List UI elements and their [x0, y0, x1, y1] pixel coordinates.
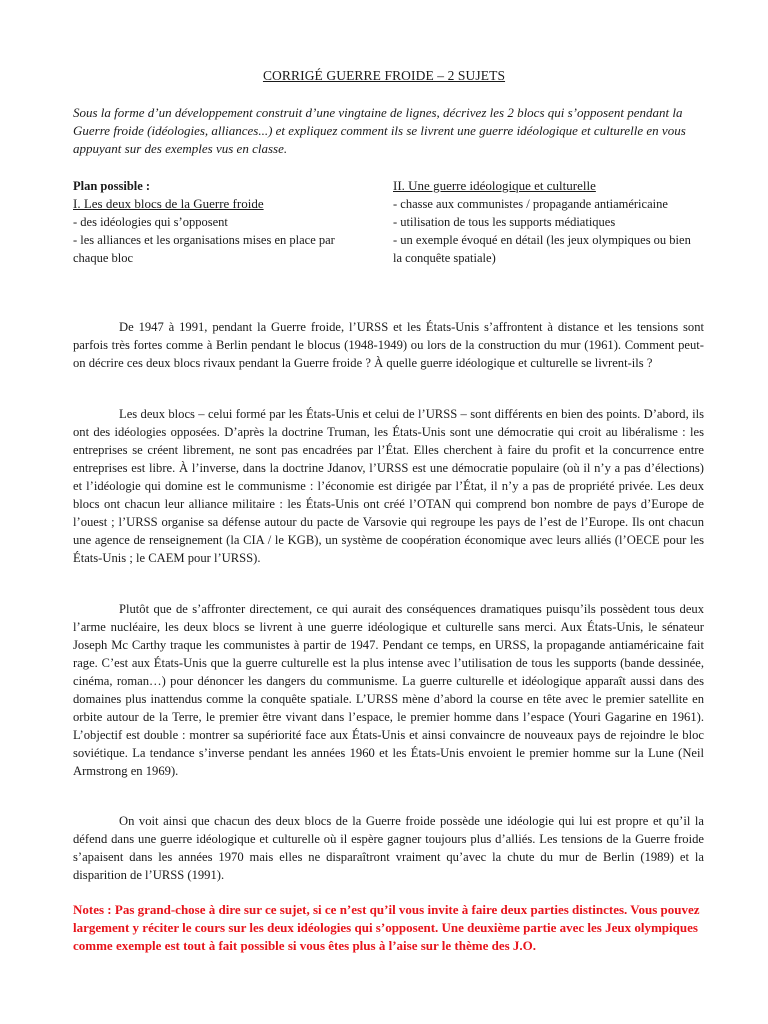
- conclusion-paragraph: [73, 812, 704, 884]
- plan-part-1-title: I. Les deux blocs de la Guerre froide: [73, 196, 264, 211]
- document-title: CORRIGÉ GUERRE FROIDE – 2 SUJETS: [262, 68, 506, 83]
- plan-part-1-item: - des idéologies qui s’opposent: [73, 215, 228, 229]
- paragraph-text: On voit ainsi que chacun des deux blocs de la Guerre froide possède une idéologie qui lui est propre et qu’il la défend dans une guerre idéologique et culturelle où il espère gagner toujours plus d’alliés. Les tensions de la Guerre froide s’apaisent dans les années 1970 mais elles ne disparaîtront vraiment qu’avec la chute du mur de Berlin (1989) et la disparition de l’URSS (1991).: [73, 814, 704, 882]
- plan-part-2-title: II. Une guerre idéologique et culturelle: [393, 178, 596, 193]
- plan-part-2-item: - chasse aux communistes / propagande antiaméricaine: [393, 197, 668, 211]
- plan-part-1-item: - les alliances et les organisations mises en place par chaque bloc: [73, 233, 335, 265]
- paragraph-text: De 1947 à 1991, pendant la Guerre froide, l’URSS et les États-Unis s’affrontent à distance et les tensions sont parfois très fortes comme à Berlin pendant le blocus (1948-1949) ou lors de la construction du mur (1961). Comment peut-on décrire ces deux blocs rivaux pendant la Guerre froide ? À quelle guerre idéologique et culturelle se livrent-ils ?: [73, 320, 704, 370]
- assignment-prompt: Sous la forme d’un développement construit d’une vingtaine de lignes, décrivez les 2 blocs qui s’opposent pendant la Guerre froide (idéologies, alliances...) et expliquez comment ils se livrent une guerre idéologique et culturelle en vous appuyant sur des exemples vus en classe.: [73, 105, 686, 156]
- plan-heading: Plan possible :: [73, 179, 151, 193]
- paragraph-text: Plutôt que de s’affronter directement, ce qui aurait des conséquences dramatiques puisqu’ils possèdent tous deux l’arme nucléaire, les deux blocs se livrent à une guerre idéologique et culturelle sans merci. Aux États-Unis, le sénateur Joseph Mc Carthy traque les communistes à partir de 1947. Pendant ce temps, en URSS, la propagande antiaméricaine fait rage. C’est aux États-Unis que la guerre culturelle est la plus intense avec l’utilisation de tous les supports (bande dessinée, cinéma, roman…) pour dénoncer les dangers du communisme. La guerre culturelle et idéologique apparaît aussi dans des domaines plus inattendus comme la conquête spatiale. L’URSS mène d’abord la course en tête avec le premier satellite en orbite autour de la Terre, le premier être vivant dans l’espace, le premier homme dans l’espace (Youri Gagarine en 1961). L’objectif est double : montrer sa supériorité face aux États-Unis et ainsi convaincre de nouveaux pays de rejoindre le bloc soviétique. La tendance s’inverse pendant les années 1960 et les États-Unis envoient le premier homme sur la Lune (Neil Armstrong en 1969).: [73, 602, 704, 778]
- body-paragraph-guerre-culturelle: [73, 600, 704, 780]
- plan-part-2-item: - utilisation de tous les supports médiatiques: [393, 215, 616, 229]
- paragraph-text: Les deux blocs – celui formé par les États-Unis et celui de l’URSS – sont différents en bien des points. D’abord, ils ont des idéologies opposées. D’après la doctrine Truman, les États-Unis sont une démocratie qui croit au libéralisme : les entreprises se créent librement, ne sont pas encadrées par l’État. Elles cherchent à faire du profit et la concurrence entre entreprises est libre. À l’inverse, dans la doctrine Jdanov, l’URSS est une démocratie populaire (où il n’y a pas d’élections) et l’idéologie qui domine est le communisme : l’économie est dirigée par l’État, il n’y a pas de propriété privée. Les deux blocs ont chacun leur alliance militaire : les États-Unis ont créé l’OTAN qui comprend bon nombre de pays d’Europe de l’ouest ; l’URSS organise sa défense autour du pacte de Varsovie qui regroupe les pays de l’est de l’Europe. Ils ont chacun une agence de renseignement (la CIA / le KGB), un système de coopération économique avec leurs alliés (l’OECE pour les États-Unis ; le CAEM pour l’URSS).: [73, 407, 704, 565]
- plan-part-1: [73, 177, 373, 267]
- teacher-notes: Notes : Pas grand-chose à dire sur ce sujet, si ce n’est qu’il vous invite à faire deux parties distinctes. Vous pouvez largement y réciter le cours sur les deux idéologies qui s’opposent. Une deuxième partie avec les Jeux olympiques comme exemple est tout à fait possible si vous êtes plus à l’aise sur le thème des J.O.: [73, 902, 700, 953]
- plan-part-2: [393, 177, 693, 267]
- plan-part-2-item: - un exemple évoqué en détail (les jeux olympiques ou bien la conquête spatiale): [393, 233, 691, 265]
- introduction-paragraph: [73, 318, 704, 372]
- body-paragraph-blocs: [73, 405, 704, 567]
